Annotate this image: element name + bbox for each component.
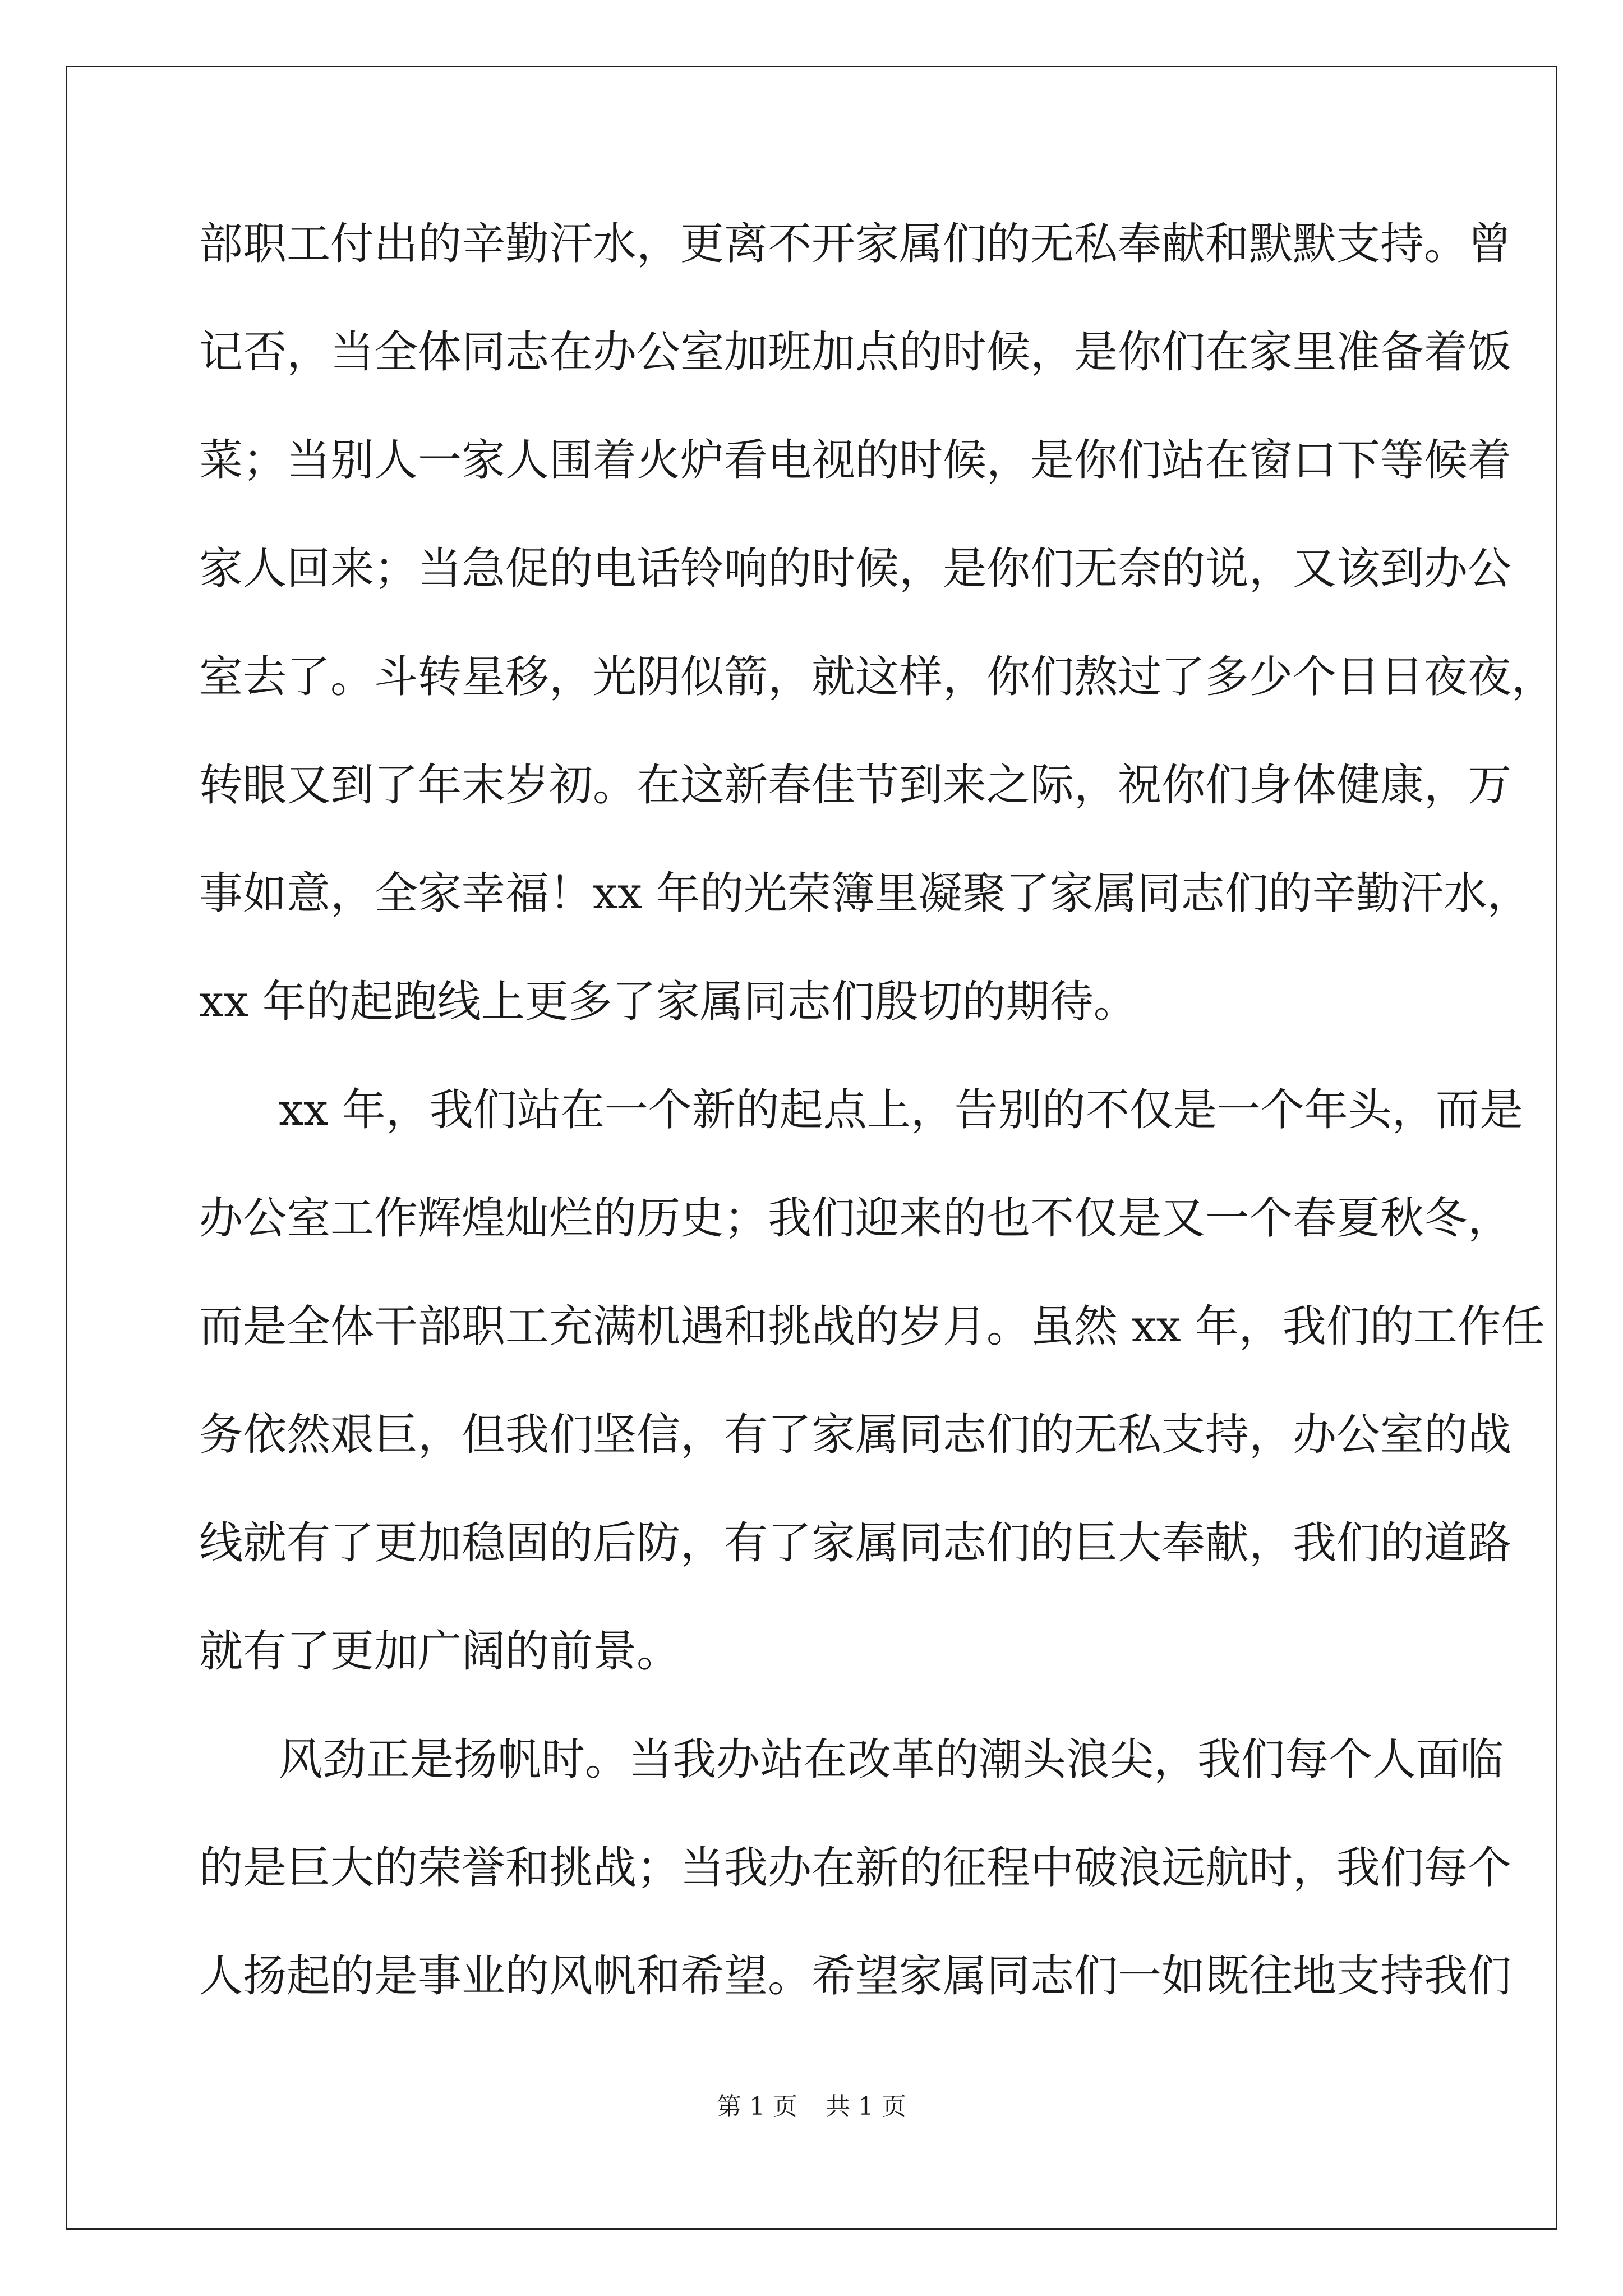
text-line: 室去了。斗转星移，光阴似箭，就这样，你们熬过了多少个日日夜夜， [199, 652, 1556, 702]
text-line: 记否，当全体同志在办公室加班加点的时候，是你们在家里准备着饭 [199, 327, 1512, 378]
paragraph-first-line: 风劲正是扬帆时。当我办站在改革的潮头浪尖，我们每个人面临 [279, 1734, 1504, 1785]
page-border [66, 66, 1557, 2230]
text-line: 就有了更加广阔的前景。 [199, 1626, 681, 1677]
text-line: 务依然艰巨，但我们坚信，有了家属同志们的无私支持，办公室的战 [199, 1410, 1512, 1460]
page-footer [0, 2092, 1623, 2121]
text-line: 菜；当别人一家人围着火炉看电视的时候，是你们站在窗口下等候着 [199, 435, 1512, 486]
text-line: 线就有了更加稳固的后防，有了家属同志们的巨大奉献，我们的道路 [199, 1518, 1512, 1568]
text-line: 的是巨大的荣誉和挑战；当我办在新的征程中破浪远航时，我们每个 [199, 1843, 1512, 1893]
text-line: 转眼又到了年末岁初。在这新春佳节到来之际，祝你们身体健康，万 [199, 760, 1512, 811]
text-line: xx 年的起跑线上更多了家属同志们殷切的期待。 [199, 977, 1137, 1027]
page-total: 共 1 页 [826, 2092, 906, 2121]
paragraph-first-line: xx 年，我们站在一个新的起点上，告别的不仅是一个年头，而是 [279, 1085, 1523, 1135]
text-line: 家人回来；当急促的电话铃响的时候，是你们无奈的说，又该到办公 [199, 544, 1512, 594]
text-line: 办公室工作辉煌灿烂的历史；我们迎来的也不仅是又一个春夏秋冬， [199, 1193, 1512, 1244]
page-number: 第 1 页 [717, 2092, 797, 2121]
text-line: 事如意，全家幸福！xx 年的光荣簿里凝聚了家属同志们的辛勤汗水， [199, 868, 1531, 919]
text-line: 部职工付出的辛勤汗水，更离不开家属们的无私奉献和默默支持。曾 [199, 219, 1512, 269]
text-line: 而是全体干部职工充满机遇和挑战的岁月。虽然 xx 年，我们的工作任 [199, 1301, 1545, 1352]
text-line: 人扬起的是事业的风帆和希望。希望家属同志们一如既往地支持我们 [199, 1951, 1512, 2001]
